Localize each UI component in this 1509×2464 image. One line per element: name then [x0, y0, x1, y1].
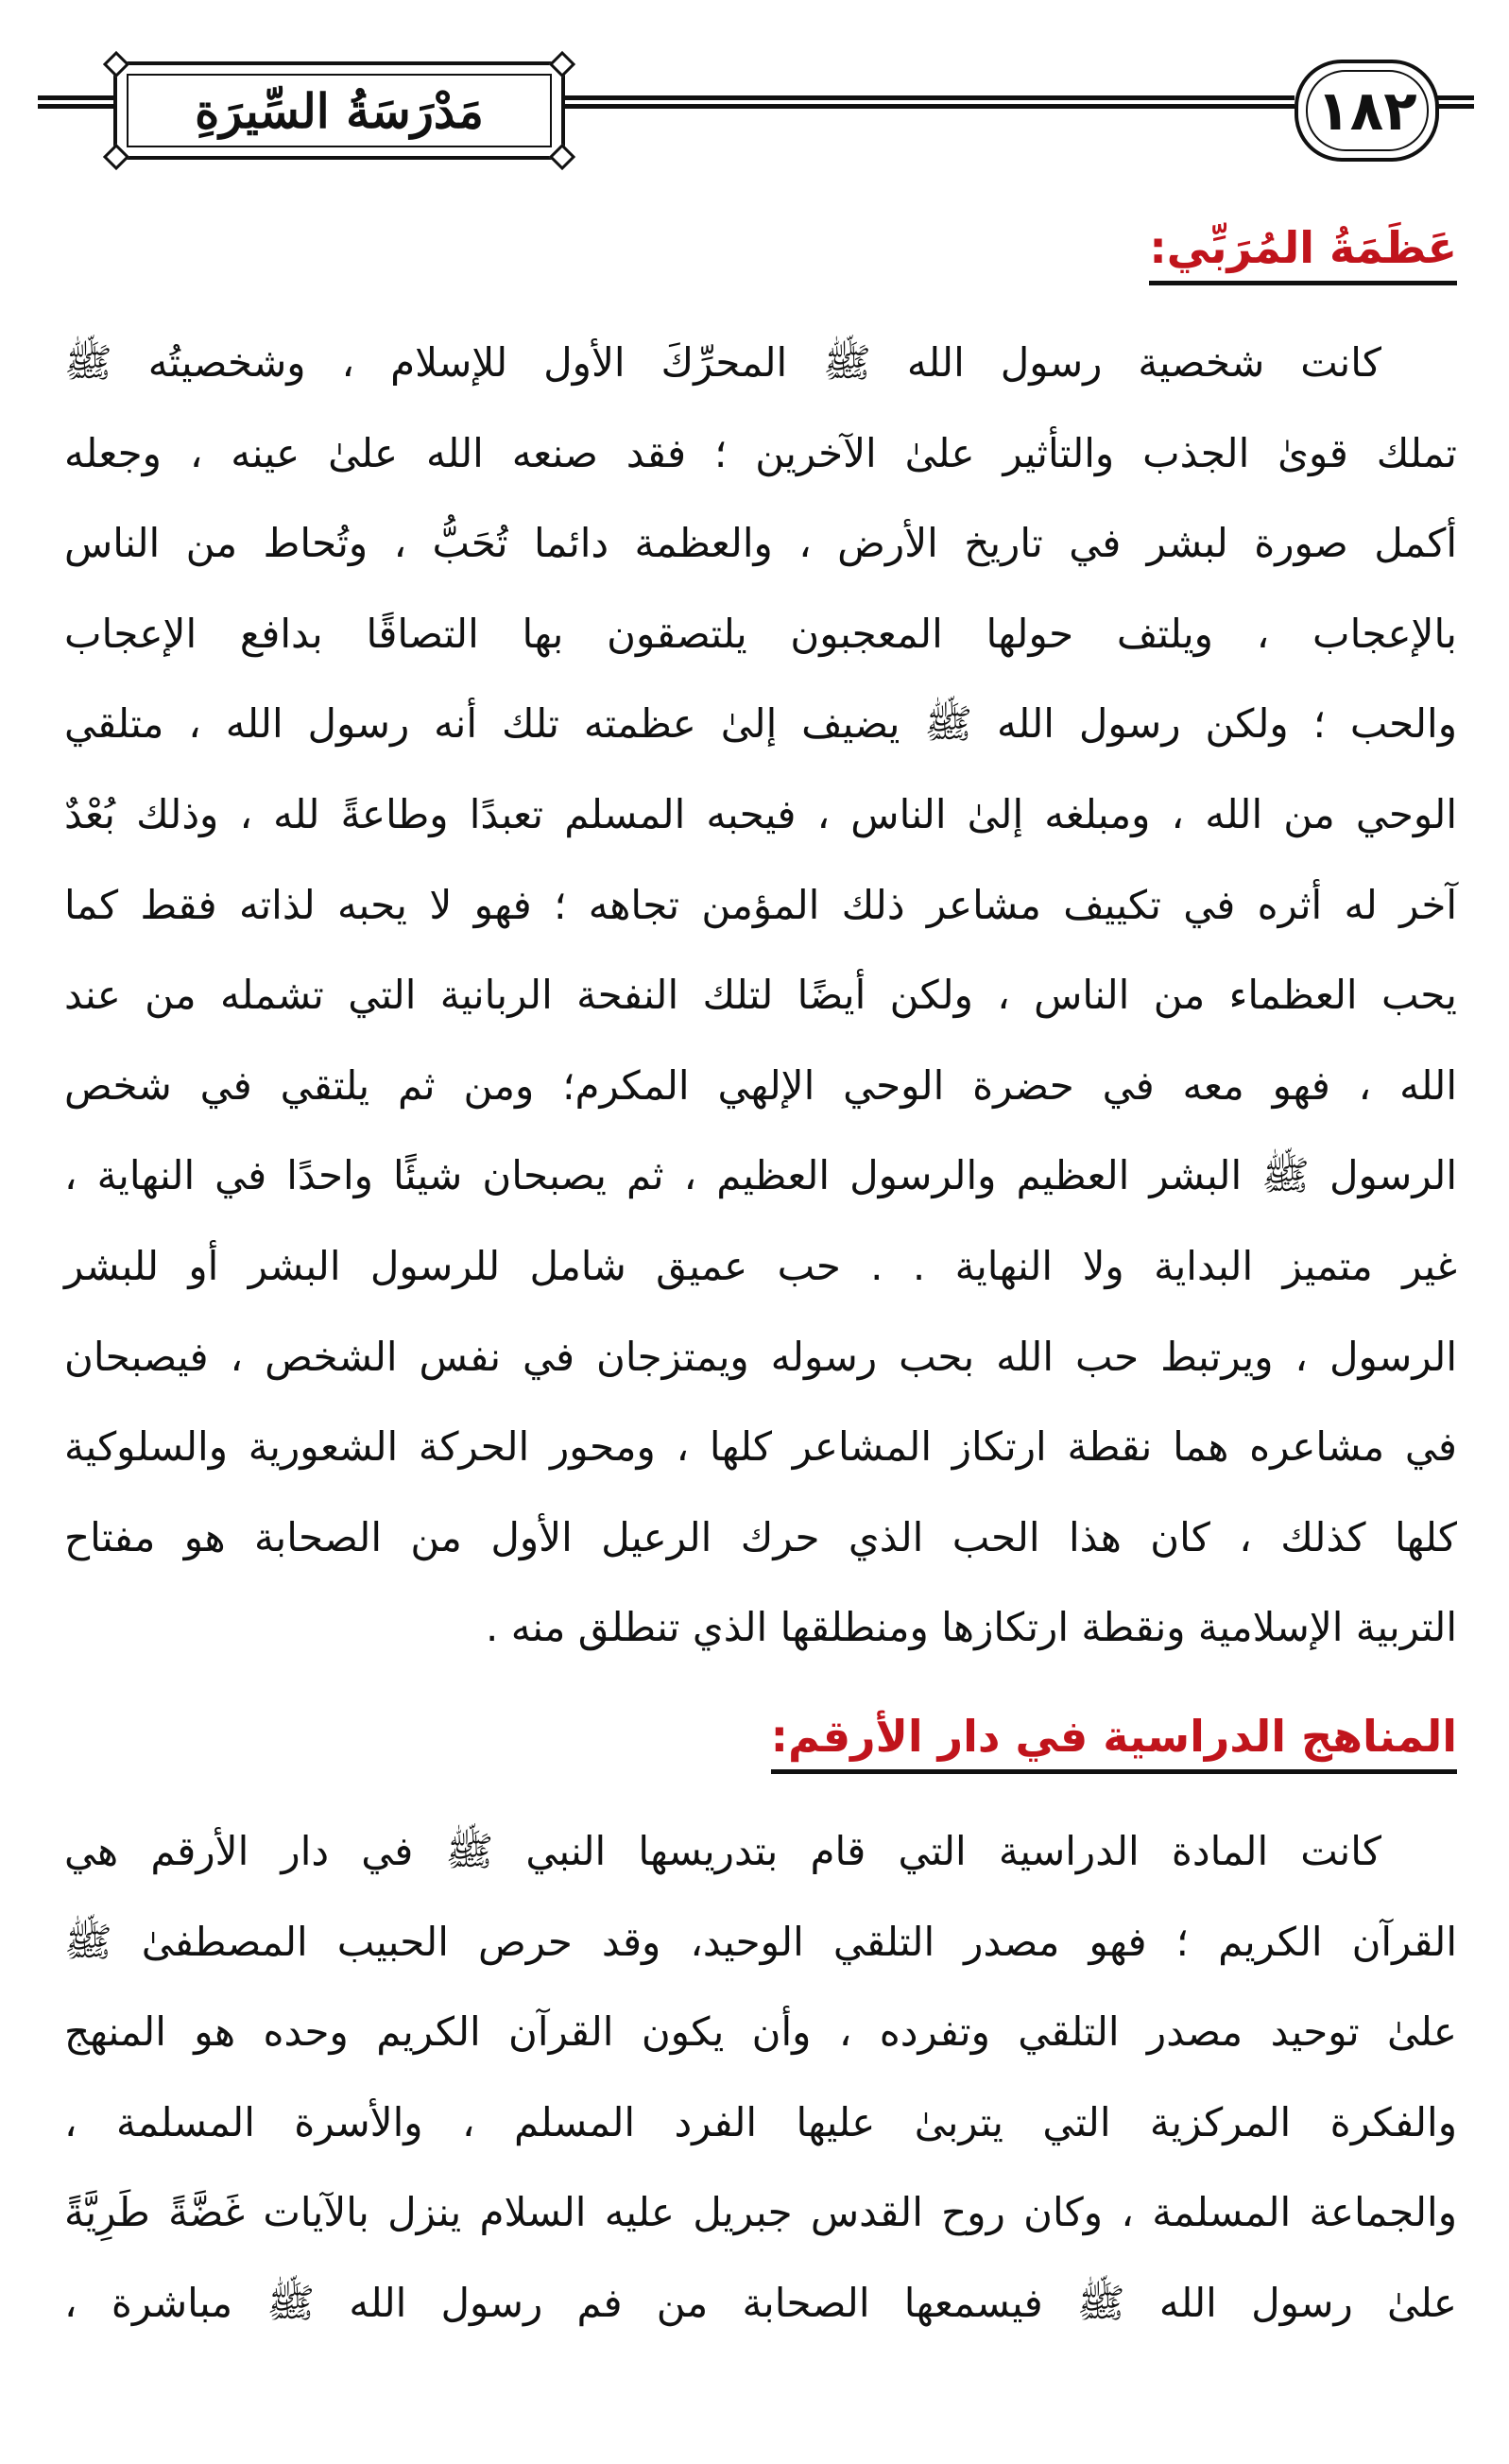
- paragraph-line: الرسول ، ويرتبط حب الله بحب رسوله ويمتزجان في نفس الشخص ، فيصبحان: [64, 1333, 1457, 1380]
- paragraph-line: والفكرة المركزية التي يتربىٰ عليها الفرد المسلم ، والأسرة المسلمة ،: [64, 2098, 1457, 2145]
- page-body: [64, 222, 1457, 2348]
- running-title-frame: [113, 61, 565, 160]
- section-heading-wrap: [64, 222, 1457, 285]
- section-heading-curriculum: المناهج الدراسية في دار الأرقم:: [771, 1711, 1457, 1774]
- paragraph-line: غير متميز البداية ولا النهاية . . حب عميق شامل للرسول البشر أو للبشر: [64, 1242, 1457, 1289]
- paragraph-line: كانت شخصية رسول الله ﷺ المحرِّكَ الأول للإسلام ، وشخصيتُه ﷺ: [64, 339, 1381, 386]
- paragraph-line: والحب ؛ ولكن رسول الله ﷺ يضيف إلىٰ عظمته تلك أنه رسول الله ، متلقي: [64, 700, 1457, 748]
- paragraph-line: علىٰ رسول الله ﷺ فيسمعها الصحابة من فم رسول الله ﷺ مباشرة ،: [64, 2279, 1457, 2326]
- paragraph-line: الوحي من الله ، ومبلغه إلىٰ الناس ، فيحبه المسلم تعبدًا وطاعةً لله ، وذلك بُعْدٌ: [64, 790, 1457, 837]
- paragraph-line: تملك قوىٰ الجذب والتأثير علىٰ الآخرين ؛ فقد صنعه الله علىٰ عينه ، وجعله: [64, 429, 1457, 476]
- running-title: مَدْرَسَةُ السِّيرَةِ: [127, 74, 552, 147]
- paragraph-line: أكمل صورة لبشر في تاريخ الأرض ، والعظمة دائما تُحَبُّ ، وتُحاط من الناس: [64, 520, 1457, 567]
- paragraph-line: الرسول ﷺ البشر العظيم والرسول العظيم ، ثم يصبحان شيئًا واحدًا في النهاية ،: [64, 1152, 1457, 1199]
- frame-ornament: [103, 144, 129, 170]
- paragraph-line: كلها كذلك ، كان هذا الحب الذي حرك الرعيل الأول من الصحابة هو مفتاح: [64, 1513, 1457, 1560]
- paragraph-line: والجماعة المسلمة ، وكان روح القدس جبريل عليه السلام ينزل بالآيات غَضَّةً طَرِيَّةً: [64, 2189, 1457, 2236]
- section-heading-wrap: [64, 1711, 1457, 1774]
- paragraph-line: علىٰ توحيد مصدر التلقي وتفرده ، وأن يكون القرآن الكريم وحده هو المنهج: [64, 2008, 1457, 2056]
- frame-ornament: [549, 144, 575, 170]
- paragraph-line: كانت المادة الدراسية التي قام بتدريسها النبي ﷺ في دار الأرقم هي: [64, 1827, 1381, 1874]
- paragraph-line: في مشاعره هما نقطة ارتكاز المشاعر كلها ، ومحور الحركة الشعورية والسلوكية: [64, 1423, 1457, 1471]
- paragraph-line: القرآن الكريم ؛ فهو مصدر التلقي الوحيد، وقد حرص الحبيب المصطفىٰ ﷺ: [64, 1918, 1457, 1965]
- paragraph-line: آخر له أثره في تكييف مشاعر ذلك المؤمن تجاهه ؛ فهو لا يحبه لذاته فقط كما: [64, 881, 1457, 928]
- frame-ornament: [549, 51, 575, 78]
- header-rule-right: [562, 95, 1295, 109]
- page-number: ١٨٢: [1306, 70, 1429, 151]
- header-rule-left: [38, 95, 113, 109]
- frame-ornament: [103, 51, 129, 78]
- page-header: [38, 52, 1474, 165]
- paragraph-line: التربية الإسلامية ونقطة ارتكازها ومنطلقها الذي تنطلق منه .: [486, 1604, 1457, 1651]
- page-number-badge: [1295, 60, 1439, 162]
- paragraph-line: بالإعجاب ، ويلتف حولها المعجبون يلتصقون بها التصاقًا بدافع الإعجاب: [64, 610, 1457, 657]
- paragraph-line: يحب العظماء من الناس ، ولكن أيضًا لتلك النفحة الربانية التي تشمله من عند: [64, 972, 1457, 1019]
- section-heading-greatness: عَظَمَةُ المُرَبِّي:: [1149, 222, 1457, 285]
- paragraph-line: الله ، فهو معه في حضرة الوحي الإلهي المكرم؛ ومن ثم يلتقي في شخص: [64, 1061, 1457, 1109]
